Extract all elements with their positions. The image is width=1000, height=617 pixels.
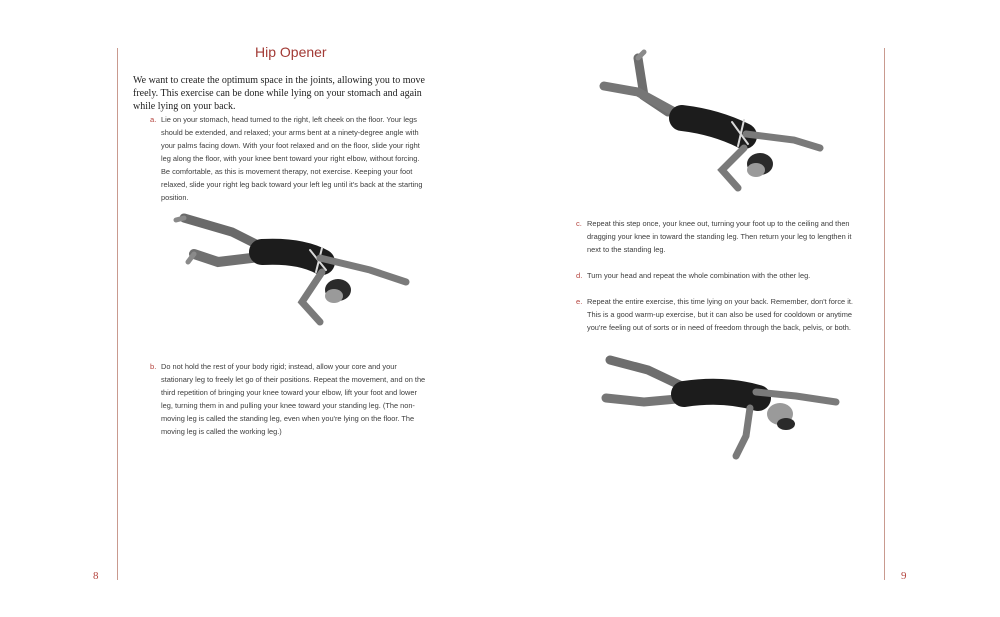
step-c [576,217,857,256]
left-margin-rule [117,48,118,580]
page-number-left: 8 [93,570,99,582]
step-d-marker: d. [576,271,583,280]
page-number-right: 9 [901,570,907,582]
step-c-text: Repeat this step once, your knee out, turning your foot up to the ceiling and then dragging your knee in toward the standing leg. Then return your leg to lengthen it next to the standing leg. [587,219,852,254]
exercise-photo-prone-knee-bent [170,210,430,330]
step-e-text: Repeat the entire exercise, this time lying on your back. Remember, don't force it. This is a good warm-up exercise, but it can also be used for cooldown or anytime you're feeling out of sorts or in need of freedom through the back, pelvis, or both. [587,297,853,332]
step-a [150,113,429,204]
step-b-marker: b. [150,362,157,371]
exercise-photo-supine [600,352,845,464]
intro-paragraph: We want to create the optimum space in the joints, allowing you to move freely. This exercise can be done while lying on your stomach and again while lying on your back. [133,75,425,112]
step-a-text: Lie on your stomach, head turned to the right, left cheek on the floor. Your legs should be extended, and relaxed; your arms bent at a ninety-degree angle with your palms facing down. With your foot relaxed and on the floor, slide your right leg along the floor, with your knee bent toward your right elbow, without forcing. Be comfortable, as this is movement therapy, not exercise. Keeping your foot relaxed, slide your right leg back toward your left leg until it's back at the starting position. [161,115,423,202]
step-a-marker: a. [150,115,157,124]
step-b [150,360,429,438]
step-d-text: Turn your head and repeat the whole combination with the other leg. [587,271,811,280]
step-e-marker: e. [576,297,583,306]
section-title: Hip Opener [255,44,327,60]
step-b-text: Do not hold the rest of your body rigid; instead, allow your core and your stationary leg to freely let go of their positions. Repeat the movement, and on the third repetition of bringing your knee toward your elbow, lift your foot and lower leg, turning them in and pulling your knee toward your standing leg. (The non-moving leg is called the standing leg, even when you're lying on the floor. The moving leg is called the working leg.) [161,362,426,436]
step-c-marker: c. [576,219,582,228]
step-d [576,269,857,282]
right-margin-rule [884,48,885,580]
step-e [576,295,857,334]
exercise-photo-prone-leg-lifted [598,52,848,192]
